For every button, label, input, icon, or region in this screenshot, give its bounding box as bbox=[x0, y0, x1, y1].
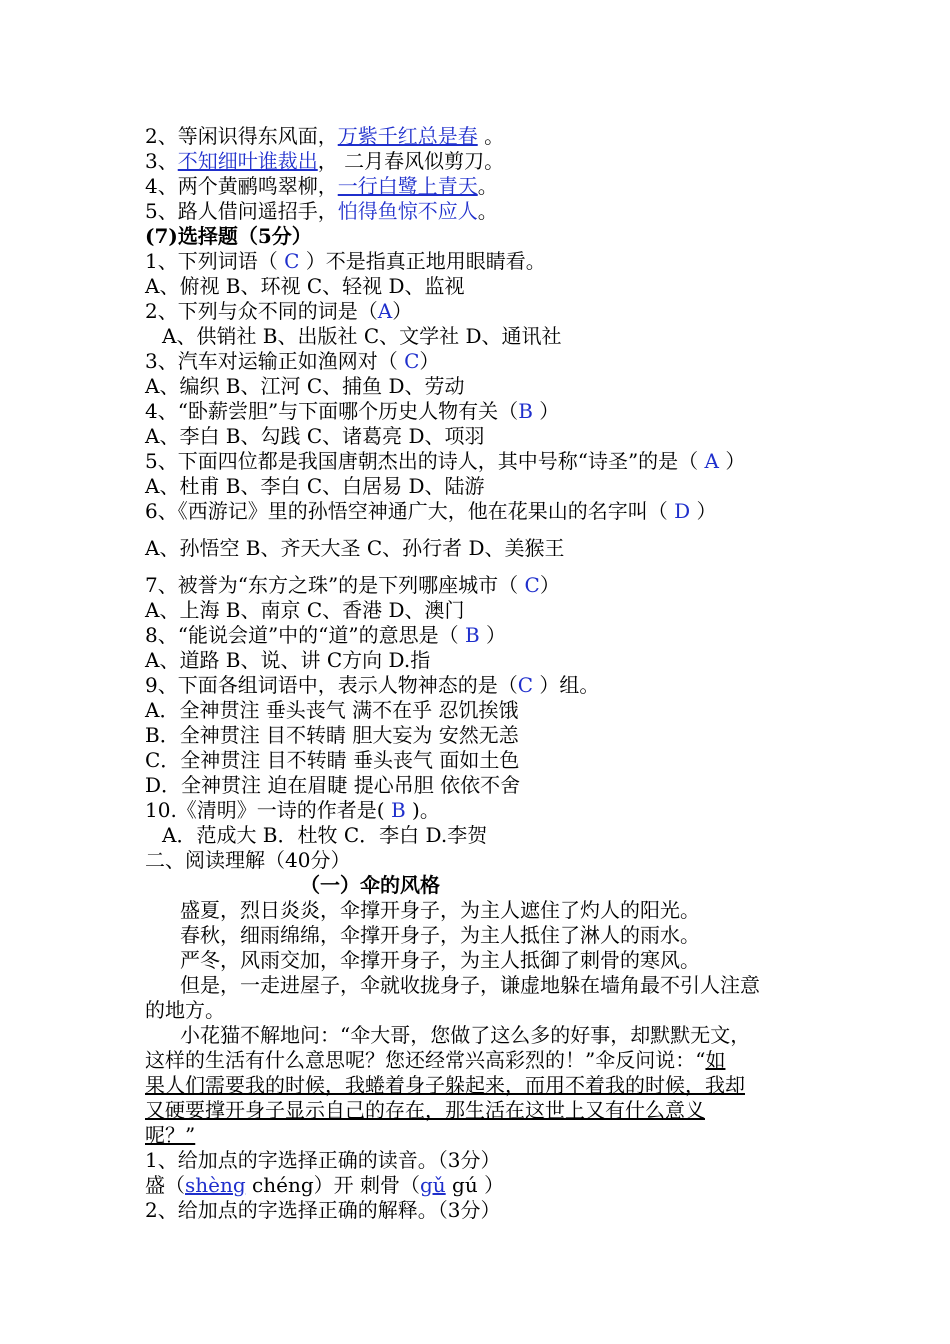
passage-paragraph-2: 春秋，细雨绵绵，伞撑开身子，为主人抵住了淋人的雨水。 bbox=[180, 923, 700, 947]
answer: 万紫千红总是春 bbox=[337, 124, 478, 148]
question-9: 9、下面各组词语中，表示人物神态的是（C ）组。 bbox=[145, 673, 600, 697]
passage-paragraph-4-cont: 的地方。 bbox=[145, 998, 225, 1022]
answer: gǔ bbox=[420, 1173, 446, 1197]
answer: C bbox=[284, 249, 300, 273]
passage-paragraph-1: 盛夏，烈日炎炎，伞撑开身子，为主人遮住了灼人的阳光。 bbox=[180, 898, 700, 922]
question-3: 3、汽车对运输正如渔网对（ C） bbox=[145, 349, 440, 373]
poem-line-5: 5、路人借问遥招手，怕得鱼惊不应人。 bbox=[145, 199, 498, 223]
question-4: 4、“卧薪尝胆”与下面哪个历史人物有关（B ） bbox=[145, 399, 560, 423]
poem-line-2: 2、等闲识得东风面，万紫千红总是春 。 bbox=[145, 124, 505, 148]
answer: A bbox=[704, 449, 719, 473]
question-7-options: A、上海 B、南京 C、香港 D、澳门 bbox=[145, 598, 465, 622]
poem-line-3: 3、不知细叶谁裁出， 二月春风似剪刀。 bbox=[145, 149, 505, 173]
question-2-options: A、供销社 B、出版社 C、文学社 D、通讯社 bbox=[162, 324, 562, 348]
passage-underlined-line: 呢？” bbox=[145, 1123, 196, 1147]
question-10-options: A．范成大 B．杜牧 C．李白 D.李贺 bbox=[162, 823, 488, 847]
question-10: 10.《清明》一诗的作者是( B )。 bbox=[145, 798, 440, 822]
question-8-options: A、道路 B、说、讲 C方向 D.指 bbox=[145, 648, 431, 672]
question-9-option-d: D．全神贯注 迫在眉睫 提心吊胆 依依不舍 bbox=[145, 773, 521, 797]
question-8: 8、“能说会道”中的“道”的意思是（ B ） bbox=[145, 623, 507, 647]
answer: 一行白鹭上青天 bbox=[337, 174, 478, 198]
answer: B bbox=[390, 798, 406, 822]
question-9-option-b: B．全神贯注 目不转睛 胆大妄为 安然无恙 bbox=[145, 723, 519, 747]
passage-underlined-line: 又硬要撑开身子显示自己的存在，那生活在这世上又有什么意义 bbox=[145, 1098, 705, 1122]
passage-title: （一）伞的风格 bbox=[300, 873, 440, 897]
passage-paragraph-5-line-2: 这样的生活有什么意思呢？您还经常兴高彩烈的！”伞反问说：“如 bbox=[145, 1048, 726, 1072]
reading-question-1-pinyin: 盛（shèng chéng）开 刺骨（gǔ gú ） bbox=[145, 1173, 505, 1197]
reading-section-header: 二、阅读理解（40分） bbox=[145, 848, 351, 872]
answer: B bbox=[518, 399, 533, 423]
question-6: 6、《西游记》里的孙悟空神通广大，他在花果山的名字叫（ D ） bbox=[145, 499, 717, 523]
answer: B bbox=[464, 623, 480, 647]
question-9-option-c: C．全神贯注 目不转睛 垂头丧气 面如土色 bbox=[145, 748, 520, 772]
question-1: 1、下列词语（ C ）不是指真正地用眼睛看。 bbox=[145, 249, 546, 273]
choice-section-header: (7)选择题（5分） bbox=[145, 224, 312, 248]
question-6-options: A、孙悟空 B、齐天大圣 C、孙行者 D、美猴王 bbox=[145, 536, 565, 560]
passage-paragraph-5: 小花猫不解地问：“伞大哥，您做了这么多的好事，却默默无文， bbox=[180, 1023, 751, 1047]
question-5: 5、下面四位都是我国唐朝杰出的诗人，其中号称“诗圣”的是（ A ） bbox=[145, 449, 746, 473]
passage-paragraph-3: 严冬，风雨交加，伞撑开身子，为主人抵御了刺骨的寒风。 bbox=[180, 948, 700, 972]
passage-underlined-line: 果人们需要我的时候，我蜷着身子躲起来，而用不着我的时候，我却 bbox=[145, 1073, 745, 1097]
question-7: 7、被誉为“东方之珠”的是下列哪座城市（ C） bbox=[145, 573, 560, 597]
answer: C bbox=[404, 349, 420, 373]
question-9-option-a: A．全神贯注 垂头丧气 满不在乎 忍饥挨饿 bbox=[145, 698, 519, 722]
passage-paragraph-4: 但是，一走进屋子，伞就收拢身子，谦虚地躲在墙角最不引人注意 bbox=[180, 973, 760, 997]
answer: 不知细叶谁裁出 bbox=[177, 149, 318, 173]
question-1-options: A、俯视 B、环视 C、轻视 D、监视 bbox=[145, 274, 465, 298]
answer: A bbox=[377, 299, 393, 323]
reading-question-2: 2、给加点的字选择正确的解释。（3分） bbox=[145, 1198, 501, 1222]
poem-line-4: 4、两个黄鹂鸣翠柳，一行白鹭上青天。 bbox=[145, 174, 498, 198]
question-2: 2、下列与众不同的词是（A） bbox=[145, 299, 413, 323]
question-3-options: A、编织 B、江河 C、捕鱼 D、劳动 bbox=[145, 374, 465, 398]
answer: C bbox=[517, 673, 534, 697]
answer: C bbox=[524, 573, 540, 597]
question-4-options: A、李白 B、勾践 C、诸葛亮 D、项羽 bbox=[145, 424, 485, 448]
answer: shèng bbox=[185, 1173, 246, 1197]
answer: D bbox=[674, 499, 691, 523]
question-5-options: A、杜甫 B、李白 C、白居易 D、陆游 bbox=[145, 474, 485, 498]
reading-question-1: 1、给加点的字选择正确的读音。（3分） bbox=[145, 1148, 501, 1172]
answer: 怕得鱼惊不应人 bbox=[337, 199, 478, 223]
